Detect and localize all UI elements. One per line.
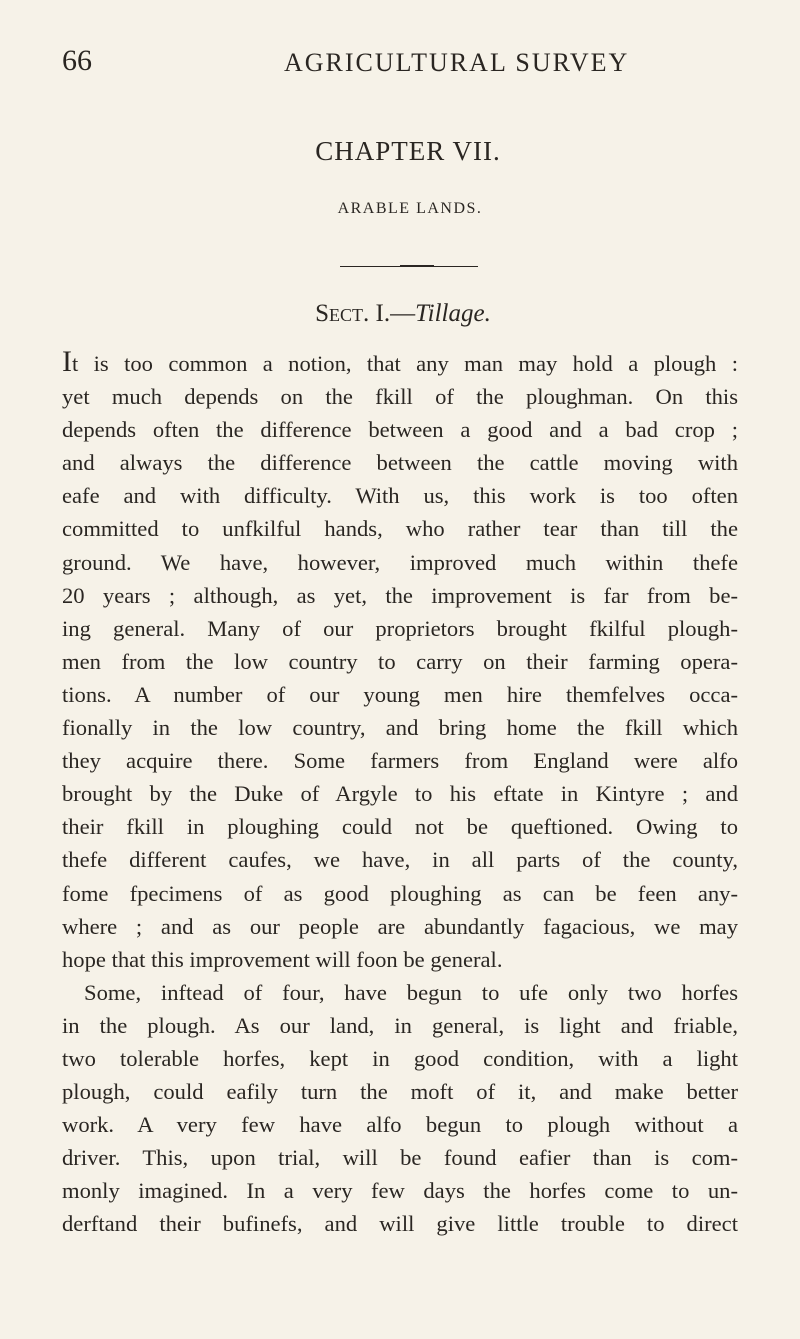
text-line: brought by the Duke of Argyle to his eftate in Kintyre ; and bbox=[62, 781, 738, 807]
text-line: yet much depends on the fkill of the ploughman. On this bbox=[62, 384, 738, 410]
section-prefix: Sect. I.— bbox=[315, 300, 416, 327]
text-line: ground. We have, however, improved much within thefe bbox=[62, 549, 738, 575]
paragraph-2 bbox=[62, 976, 738, 1241]
running-head: AGRICULTURAL SURVEY bbox=[284, 48, 630, 77]
body-text bbox=[62, 347, 738, 1241]
text-line: driver. This, upon trial, will be found eafier than is com- bbox=[62, 1145, 738, 1171]
text-line: where ; and as our people are abundantly fagacious, we may bbox=[62, 913, 738, 939]
paragraph-1 bbox=[62, 347, 738, 976]
text-line: they acquire there. Some farmers from England were alfo bbox=[62, 748, 738, 774]
text-line: ing general. Many of our proprietors brought fkilful plough- bbox=[62, 615, 738, 641]
text-line: their fkill in ploughing could not be queftioned. Owing to bbox=[62, 814, 738, 840]
text-line: men from the low country to carry on their farming opera- bbox=[62, 648, 738, 674]
text-line: monly imagined. In a very few days the horfes come to un- bbox=[62, 1178, 738, 1204]
text-line-content: t is too common a notion, that any man may hold a plough : bbox=[72, 351, 738, 376]
text-line: 20 years ; although, as yet, the improvement is far from be- bbox=[62, 582, 738, 608]
text-line: work. A very few have alfo begun to plough without a bbox=[62, 1112, 738, 1138]
chapter-subtitle: ARABLE LANDS. bbox=[337, 200, 483, 217]
text-line: fionally in the low country, and bring home the fkill which bbox=[62, 715, 738, 741]
text-line: eafe and with difficulty. With us, this work is too often bbox=[62, 483, 738, 509]
text-line: depends often the difference between a good and a bad crop ; bbox=[62, 417, 738, 443]
text-line: hope that this improvement will foon be general. bbox=[62, 946, 503, 972]
text-line: and always the difference between the cattle moving with bbox=[62, 450, 738, 476]
text-line: thefe different caufes, we have, in all parts of the county, bbox=[62, 847, 738, 873]
section-heading bbox=[0, 300, 800, 328]
chapter-heading: CHAPTER VII. bbox=[315, 136, 501, 166]
text-line: two tolerable horfes, kept in good condition, with a light bbox=[62, 1045, 738, 1071]
initial-letter: I bbox=[62, 345, 72, 378]
ornamental-rule-center bbox=[400, 265, 434, 267]
text-line: committed to unfkilful hands, who rather tear than till the bbox=[62, 516, 738, 542]
text-line: in the plough. As our land, in general, is light and friable, bbox=[62, 1012, 738, 1038]
text-line: plough, could eafily turn the moft of it, and make better bbox=[62, 1079, 738, 1105]
page-number: 66 bbox=[62, 44, 92, 77]
text-line: Some, inftead of four, have begun to ufe only two horfes bbox=[84, 979, 738, 1005]
text-line bbox=[62, 347, 738, 380]
text-line: tions. A number of our young men hire themfelves occa- bbox=[62, 681, 738, 707]
section-title: Tillage. bbox=[415, 300, 491, 327]
text-line: fome fpecimens of as good ploughing as can be feen any- bbox=[62, 880, 738, 906]
text-line: derftand their bufinefs, and will give little trouble to direct bbox=[62, 1211, 738, 1237]
